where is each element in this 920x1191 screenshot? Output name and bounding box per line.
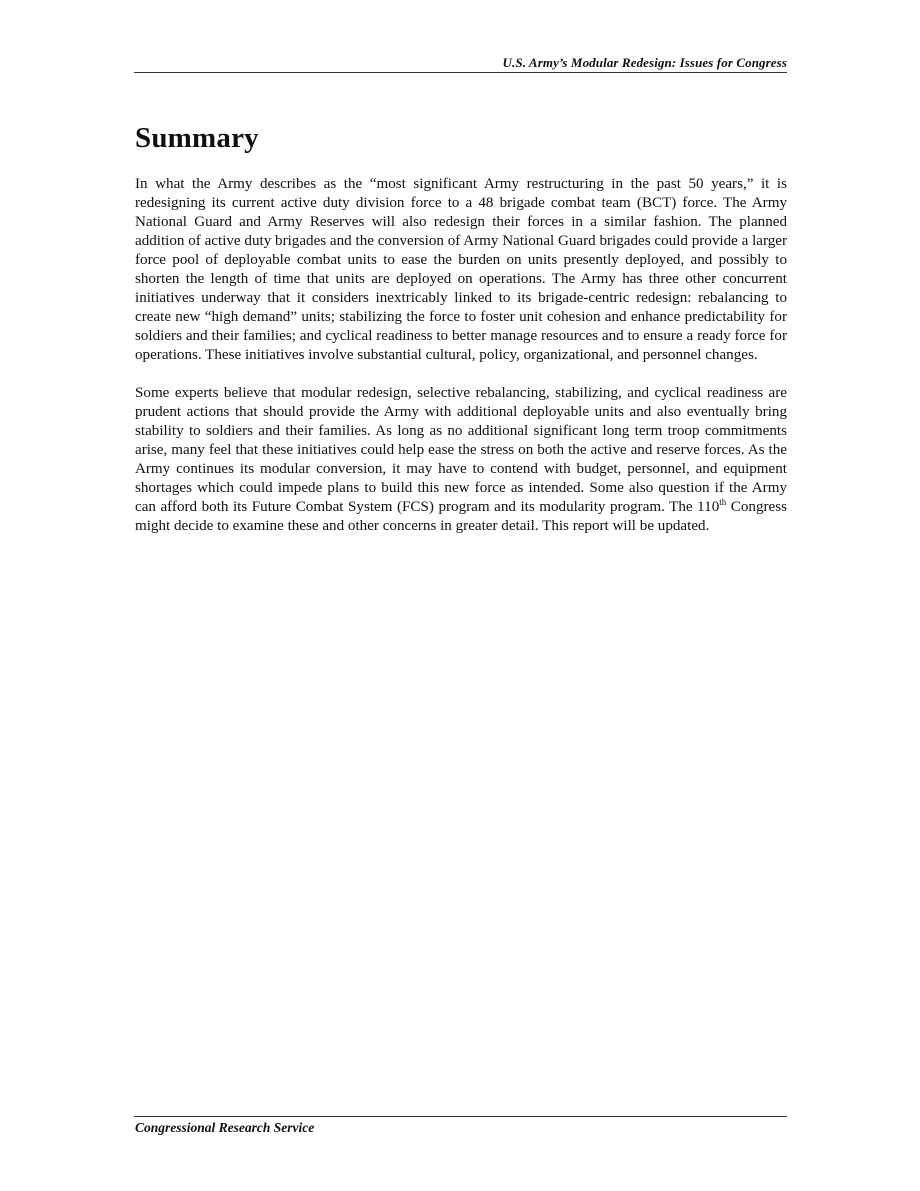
summary-body bbox=[135, 175, 787, 555]
header-rule bbox=[134, 72, 787, 73]
paragraph-2-text-start: Some experts believe that modular redesign, selective rebalancing, stabilizing, and cyclical readiness are prudent actions that should provide the Army with additional deployable units and also eventually bring stability to soldiers and their families. As long as no additional significant long term troop commitments arise, many feel that these initiatives could help ease the stress on both the active and reserve forces. As the Army continues its modular conversion, it may have to contend with budget, personnel, and equipment shortages which could impede plans to build this new force as intended. Some also question if the Army can afford both its Future Combat System (FCS) program and its modularity program. The 110 bbox=[135, 385, 787, 515]
summary-paragraph-2 bbox=[135, 384, 787, 536]
running-footer: Congressional Research Service bbox=[135, 1120, 315, 1135]
footer-rule bbox=[134, 1116, 787, 1117]
section-title: Summary bbox=[135, 122, 259, 154]
running-header: U.S. Army’s Modular Redesign: Issues for Congress bbox=[502, 55, 787, 70]
paragraph-2-text-end: Congress might decide to examine these and other concerns in greater detail. This report will be updated. bbox=[135, 499, 787, 534]
ordinal-superscript: th bbox=[719, 496, 727, 507]
summary-paragraph-1: In what the Army describes as the “most significant Army restructuring in the past 50 years,” it is redesigning its current active duty division force to a 48 brigade combat team (BCT) force. The Army National Guard and Army Reserves will also redesign their forces in a similar fashion. The planned addition of active duty brigades and the conversion of Army National Guard brigades could provide a larger force pool of deployable combat units to ease the burden on units presently deployed, and possibly to shorten the length of time that units are deployed on operations. The Army has three other concurrent initiatives underway that it considers inextricably linked to its brigade-centric redesign: rebalancing to create new “high demand” units; stabilizing the force to foster unit cohesion and enhance predictability for soldiers and their families; and cyclical readiness to better manage resources and to ensure a ready force for operations. These initiatives involve substantial cultural, policy, organizational, and personnel changes. bbox=[135, 176, 787, 363]
